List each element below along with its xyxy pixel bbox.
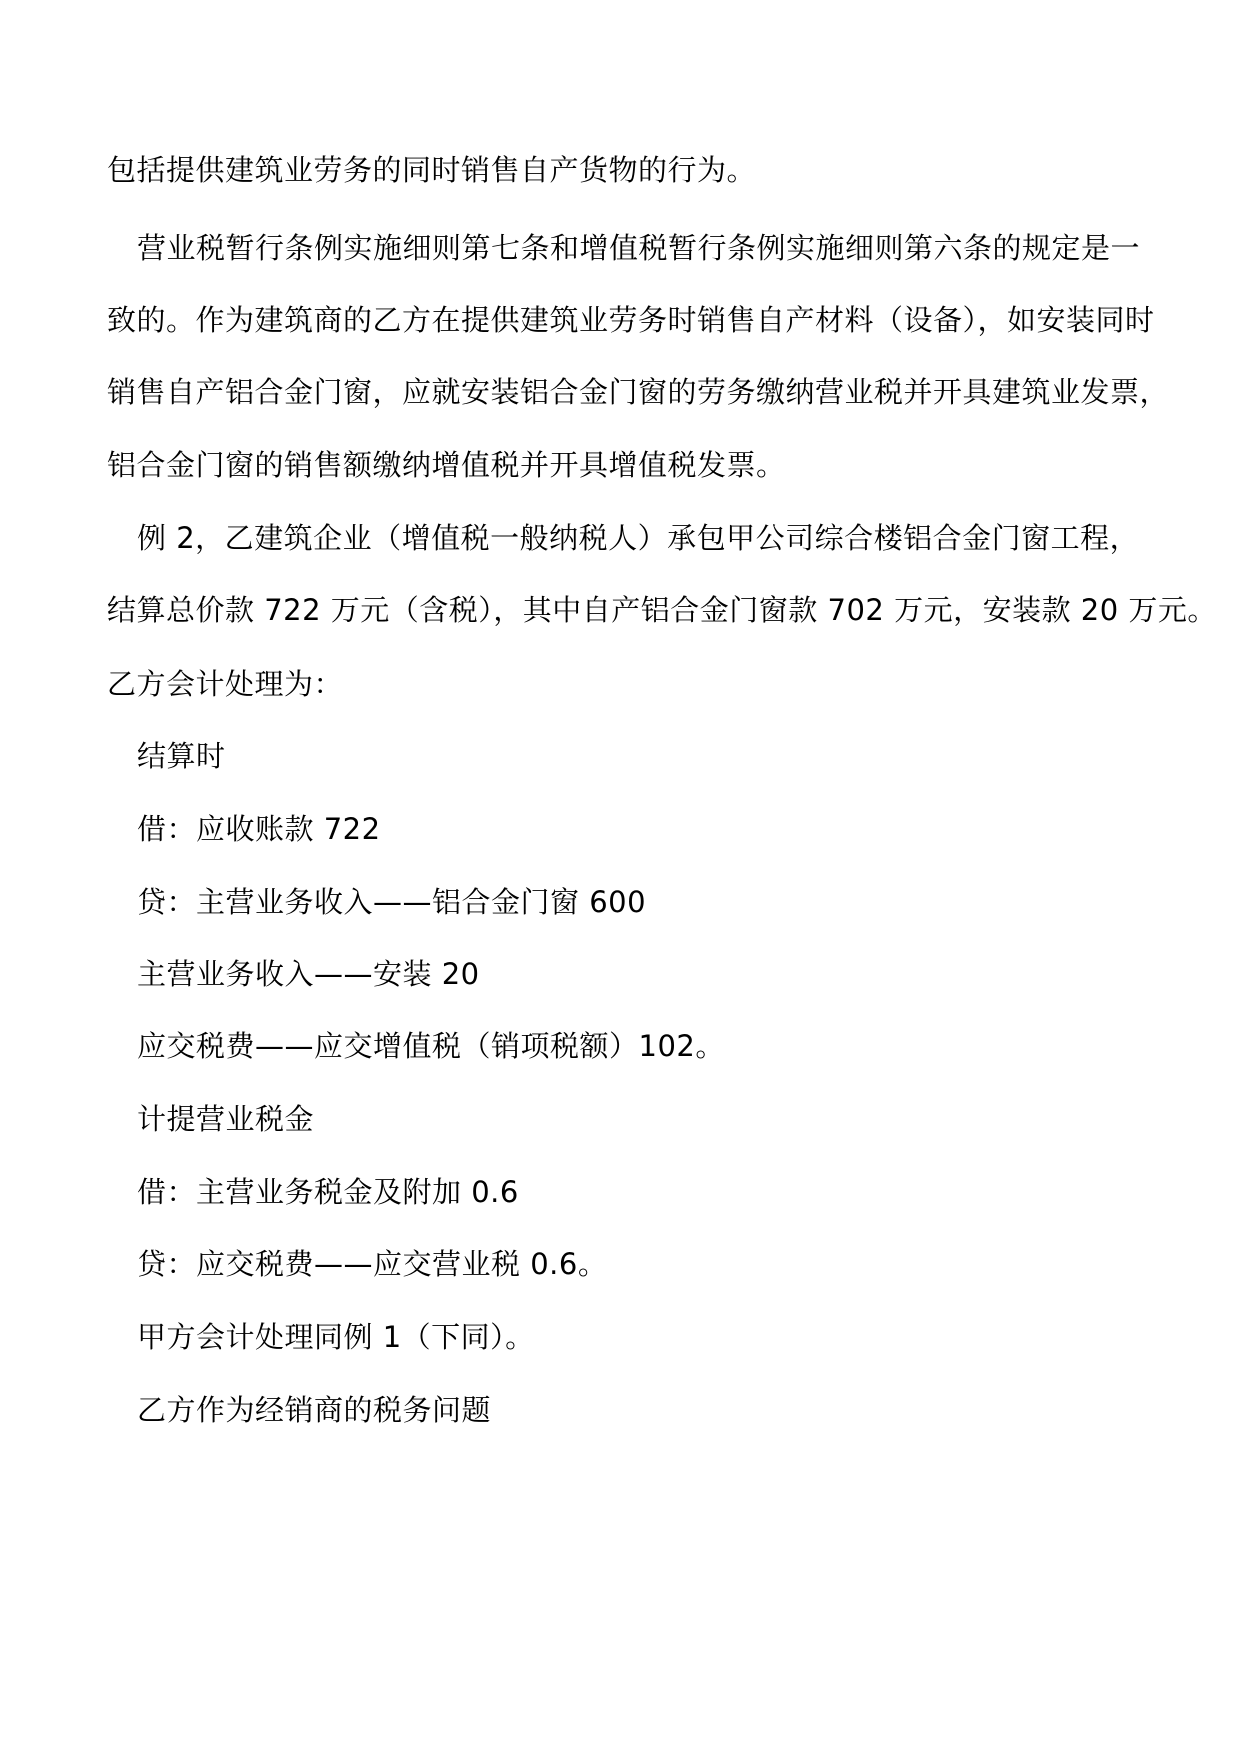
section-heading: 乙方作为经销商的税务问题 — [137, 1393, 492, 1427]
paragraph-line: 致的。作为建筑商的乙方在提供建筑业劳务时销售自产材料（设备），如安装同时 — [107, 303, 1155, 337]
paragraph-line: 营业税暂行条例实施细则第七条和增值税暂行条例实施细则第六条的规定是一 — [137, 231, 1141, 265]
paragraph-line: 销售自产铝合金门窗，应就安装铝合金门窗的劳务缴纳营业税并开具建筑业发票， — [107, 375, 1170, 409]
journal-entry-line: 应交税费——应交增值税（销项税额）102。 — [137, 1029, 725, 1063]
journal-entry-line: 主营业务收入——安装 20 — [137, 957, 480, 991]
journal-entry-line: 借：主营业务税金及附加 0.6 — [137, 1175, 519, 1209]
paragraph-line: 例 2，乙建筑企业（增值税一般纳税人）承包甲公司综合楼铝合金门窗工程， — [137, 521, 1140, 555]
paragraph-line: 甲方会计处理同例 1（下同）。 — [137, 1320, 535, 1354]
paragraph-line: 铝合金门窗的销售额缴纳增值税并开具增值税发票。 — [107, 448, 786, 482]
paragraph-line: 乙方会计处理为： — [107, 667, 344, 701]
journal-entry-line: 借：应收账款 722 — [137, 812, 381, 846]
journal-entry-line: 贷：应交税费——应交营业税 0.6。 — [137, 1247, 608, 1281]
section-heading: 结算时 — [137, 739, 226, 773]
paragraph-line: 包括提供建筑业劳务的同时销售自产货物的行为。 — [107, 153, 757, 187]
section-heading: 计提营业税金 — [137, 1102, 315, 1136]
paragraph-line: 结算总价款 722 万元（含税），其中自产铝合金门窗款 702 万元，安装款 20 万元。 — [107, 593, 1217, 627]
journal-entry-line: 贷：主营业务收入——铝合金门窗 600 — [137, 885, 647, 919]
